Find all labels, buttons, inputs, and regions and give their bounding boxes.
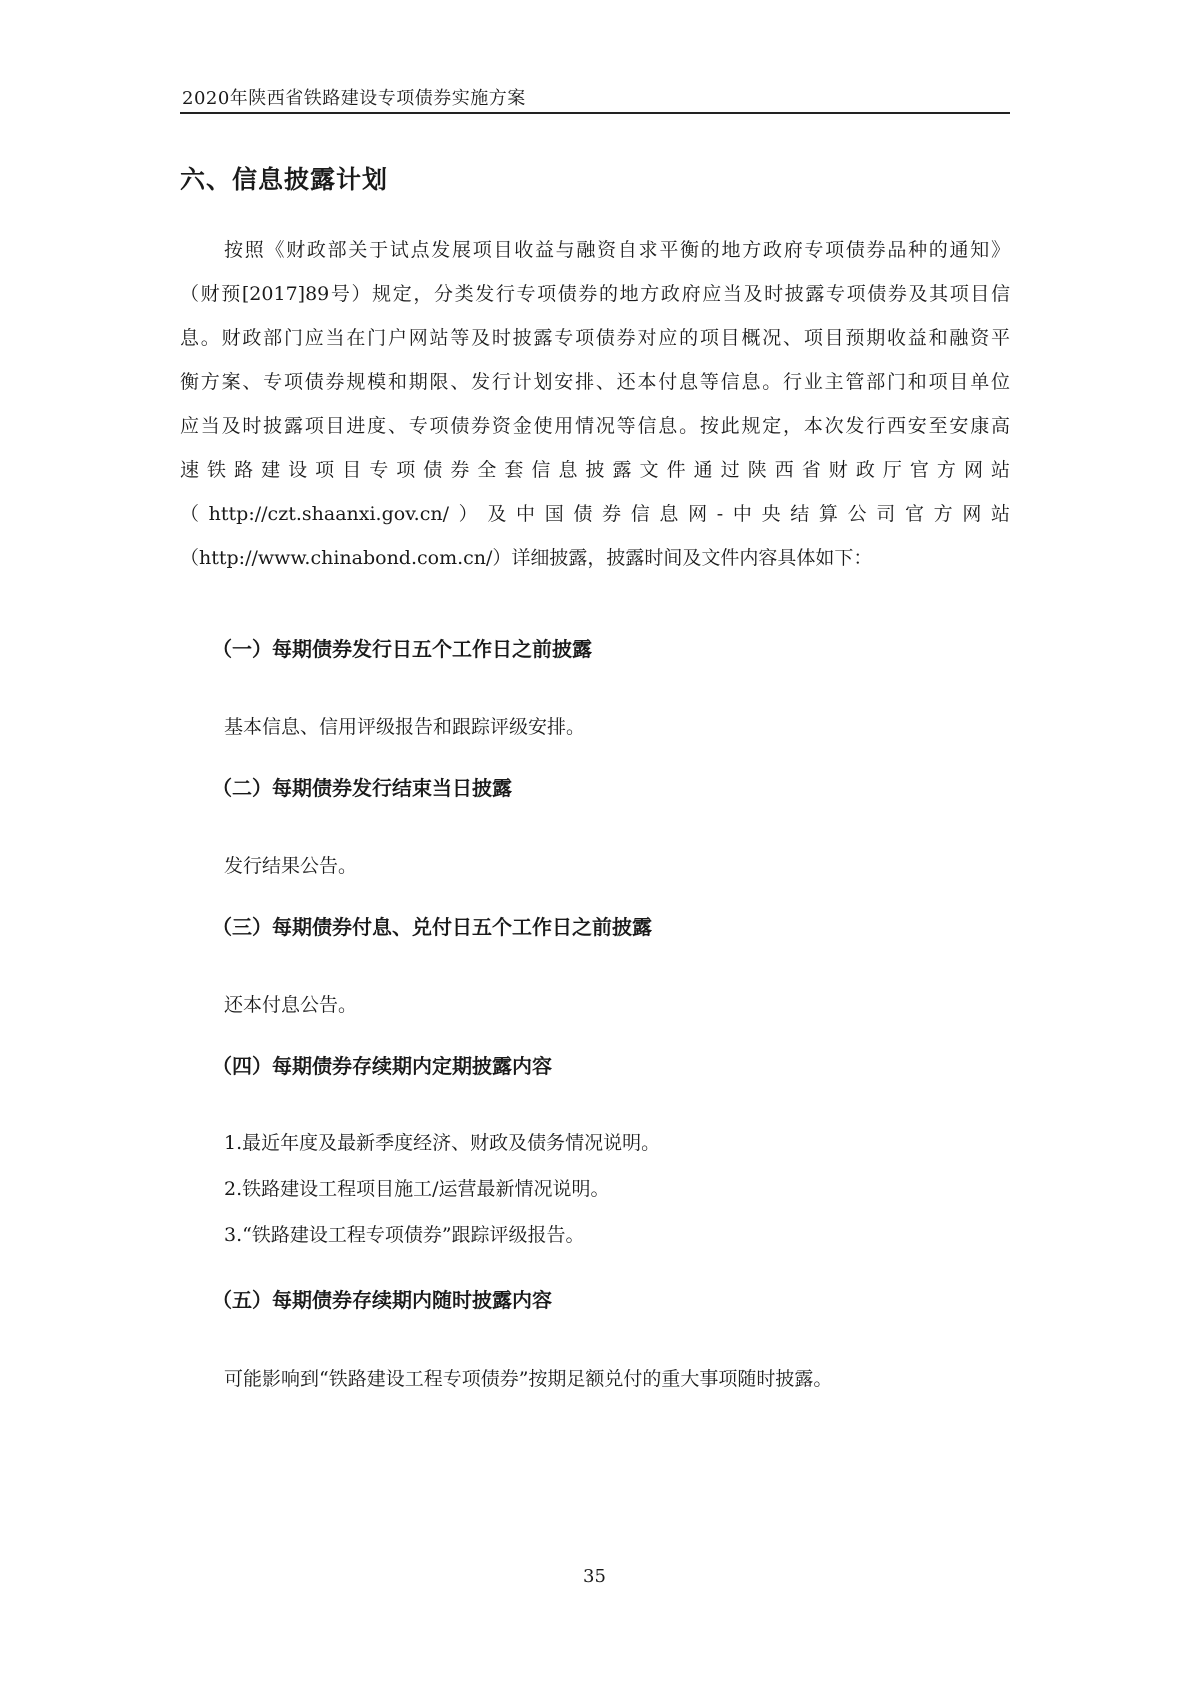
paragraph-line: （http://www.chinabond.com.cn/）详细披露，披露时间及文件内容具体如下： xyxy=(180,547,873,569)
subsection-item: 可能影响到“铁路建设工程专项债券”按期足额兑付的重大事项随时披露。 xyxy=(224,1368,833,1390)
subsection-title-3: （三）每期债券付息、兑付日五个工作日之前披露 xyxy=(212,915,652,939)
page-header xyxy=(180,82,1010,114)
subsection-item: 1.最近年度及最新季度经济、财政及债务情况说明。 xyxy=(224,1132,661,1154)
paragraph-line: 应当及时披露项目进度、专项债券资金使用情况等信息。按此规定，本次发行西安至安康高 xyxy=(180,415,1010,437)
paragraph-line: 按照《财政部关于试点发展项目收益与融资自求平衡的地方政府专项债券品种的通知》 xyxy=(224,239,1010,261)
page-number: 35 xyxy=(583,1566,606,1587)
paragraph-line: 速铁路建设项目专项债券全套信息披露文件通过陕西省财政厅官方网站 xyxy=(180,459,1010,481)
paragraph-line: （财预[2017]89号）规定，分类发行专项债券的地方政府应当及时披露专项债券及其项目信 xyxy=(180,283,1010,305)
paragraph-line: （http://czt.shaanxi.gov.cn/）及中国债券信息网-中央结算公司官方网站 xyxy=(180,503,1010,525)
intro-paragraph xyxy=(180,228,1010,580)
subsection-title-4: （四）每期债券存续期内定期披露内容 xyxy=(212,1054,552,1078)
paragraph-line: 衡方案、专项债券规模和期限、发行计划安排、还本付息等信息。行业主管部门和项目单位 xyxy=(180,371,1010,393)
subsection-item: 2.铁路建设工程项目施工/运营最新情况说明。 xyxy=(224,1178,610,1200)
subsection-item: 3.“铁路建设工程专项债券”跟踪评级报告。 xyxy=(224,1224,585,1246)
paragraph-line: 息。财政部门应当在门户网站等及时披露专项债券对应的项目概况、项目预期收益和融资平 xyxy=(180,327,1010,349)
subsection-title-5: （五）每期债券存续期内随时披露内容 xyxy=(212,1288,552,1312)
subsection-item: 还本付息公告。 xyxy=(224,994,358,1016)
section-title: 六、信息披露计划 xyxy=(180,165,389,194)
subsection-item: 发行结果公告。 xyxy=(224,855,358,877)
header-title: 2020年陕西省铁路建设专项债券实施方案 xyxy=(182,88,526,109)
subsection-title-1: （一）每期债券发行日五个工作日之前披露 xyxy=(212,637,592,661)
subsection-title-2: （二）每期债券发行结束当日披露 xyxy=(212,776,512,800)
subsection-item: 基本信息、信用评级报告和跟踪评级安排。 xyxy=(224,716,586,738)
